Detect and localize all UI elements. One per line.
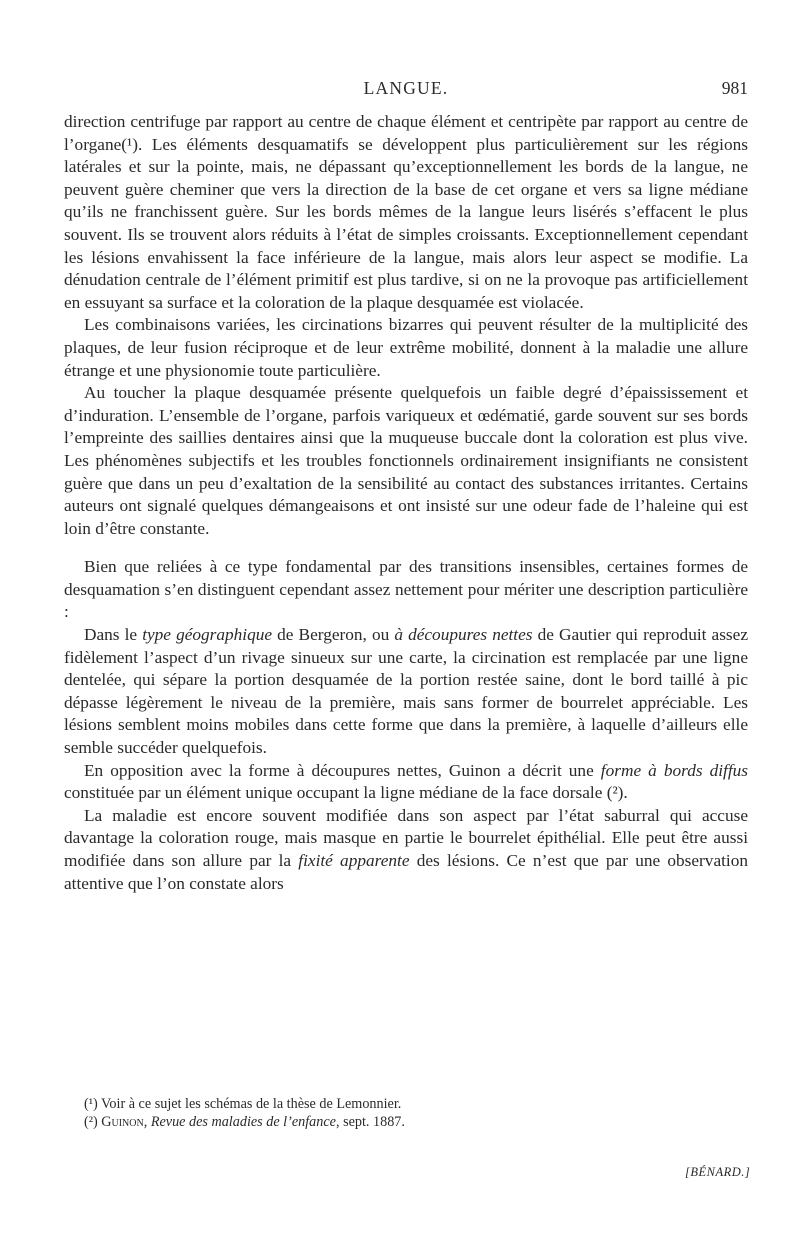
footnote-2-sep: ,	[143, 1114, 151, 1130]
page-header	[64, 78, 748, 106]
paragraph-6	[64, 760, 748, 805]
footnotes	[84, 1095, 748, 1131]
footnote-2-date: , sept. 1887.	[335, 1114, 405, 1130]
footnote-1: (¹) Voir à ce sujet les schémas de la thèse de Lemonnier.	[84, 1096, 402, 1112]
paragraph-1: direction centrifuge par rapport au centre de chaque élément et centripète par rapport au centre de l’organe(¹). Les éléments desquamatifs se développent plus particulièrement sur les régions latérales et sur la pointe, mais, ne dépassant qu’exceptionnellement les bords de la langue, ne peuvent guère cheminer que vers la direction de la base de cet organe et vers sa ligne médiane qu’ils ne franchissent guère. Sur les bords mêmes de la langue leurs lisérés s’effacent le plus souvent. Ils se trouvent alors réduits à l’état de simples croissants. Exceptionnellement cependant les lésions envahissent la face inférieure de la langue, mais alors leur aspect se modifie. La dénudation centrale de l’élément primitif est plus tardive, si on ne la provoque pas artificiellement en essuyant sa surface et la coloration de la plaque desquamée est violacée.	[64, 112, 748, 312]
running-title: LANGUE.	[363, 78, 449, 98]
paragraph-5-text-b: de Bergeron, ou	[272, 625, 395, 645]
paragraph-5-text-c: de Gautier qui reproduit assez fidèlement l’aspect d’un rivage sinueux sur une carte, la circination est remplacée par une ligne dentelée, qui sépare la portion desquamée de la portion restée saine, dont le bord taillé à pic dépasse légèrement le niveau de la première, mais sans former de bourrelet appréciable. Les lésions semblent moins mobiles dans cette forme que dans la première, à laquelle d’ailleurs elle semble succéder quelquefois.	[64, 625, 748, 758]
body-text	[64, 111, 748, 895]
paragraph-6-text-b: constituée par un élément unique occupant la ligne médiane de la face dorsale (²).	[64, 783, 628, 803]
paragraph-5	[64, 624, 748, 760]
term-fixite-apparente: fixité apparente	[298, 851, 410, 870]
author-signature: [BÉNARD.]	[685, 1165, 751, 1179]
paragraph-3: Au toucher la plaque desquamée présente quelquefois un faible degré d’épaississement et d’induration. L’ensemble de l’organe, parfois variqueux et œdématié, garde souvent sur ses bords l’empreinte des saillies dentaires ainsi que la muqueuse buccale dont la coloration est plus vive. Les phénomènes subjectifs et les troubles fonctionnels ordinairement insignifiants ne consistent guère que dans un peu d’exaltation de la sensibilité au contact des substances irritantes. Certains auteurs ont signalé quelques démangeaisons et ont insisté sur une odeur fade de l’haleine qui est loin d’être constante.	[64, 383, 748, 538]
paragraph-4: Bien que reliées à ce type fondamental par des transitions insensibles, certaines formes de desquamation s’en distinguent cependant assez nettement pour mériter une description particulière :	[64, 557, 748, 622]
paragraph-7	[64, 805, 748, 895]
paragraph-6-text-a: En opposition avec la forme à découpures nettes, Guinon a décrit une	[84, 760, 601, 780]
footnote-2-author: Guinon	[101, 1114, 144, 1130]
paragraph-5-text-a: Dans le	[84, 625, 143, 645]
paragraph-7-text-b: des lésions. Ce n’est que par une observation attentive que l’on constate alors	[64, 851, 748, 893]
page-number: 981	[721, 78, 748, 98]
footnote-2-journal: Revue des maladies de l’enfance	[150, 1114, 336, 1130]
paragraph-2: Les combinaisons variées, les circinations bizarres qui peuvent résulter de la multiplicité des plaques, de leur fusion réciproque et de leur extrême mobilité, donnent à la maladie une allure étrange et une physionomie toute particulière.	[64, 315, 748, 380]
footnote-2-marker: (²)	[84, 1114, 102, 1130]
term-decoupures-nettes: à découpures nettes	[394, 625, 533, 645]
term-bords-diffus: forme à bords diffus	[600, 760, 749, 780]
term-type-geographique: type géographique	[142, 625, 273, 645]
paragraph-7-text-a: La maladie est encore souvent modifiée dans son aspect par l’état saburral qui accuse davantage la coloration rouge, mais masque en partie le bourrelet épithélial. Elle peut être aussi modifiée dans son allure par la	[64, 805, 748, 870]
footnote-2	[84, 1113, 748, 1131]
